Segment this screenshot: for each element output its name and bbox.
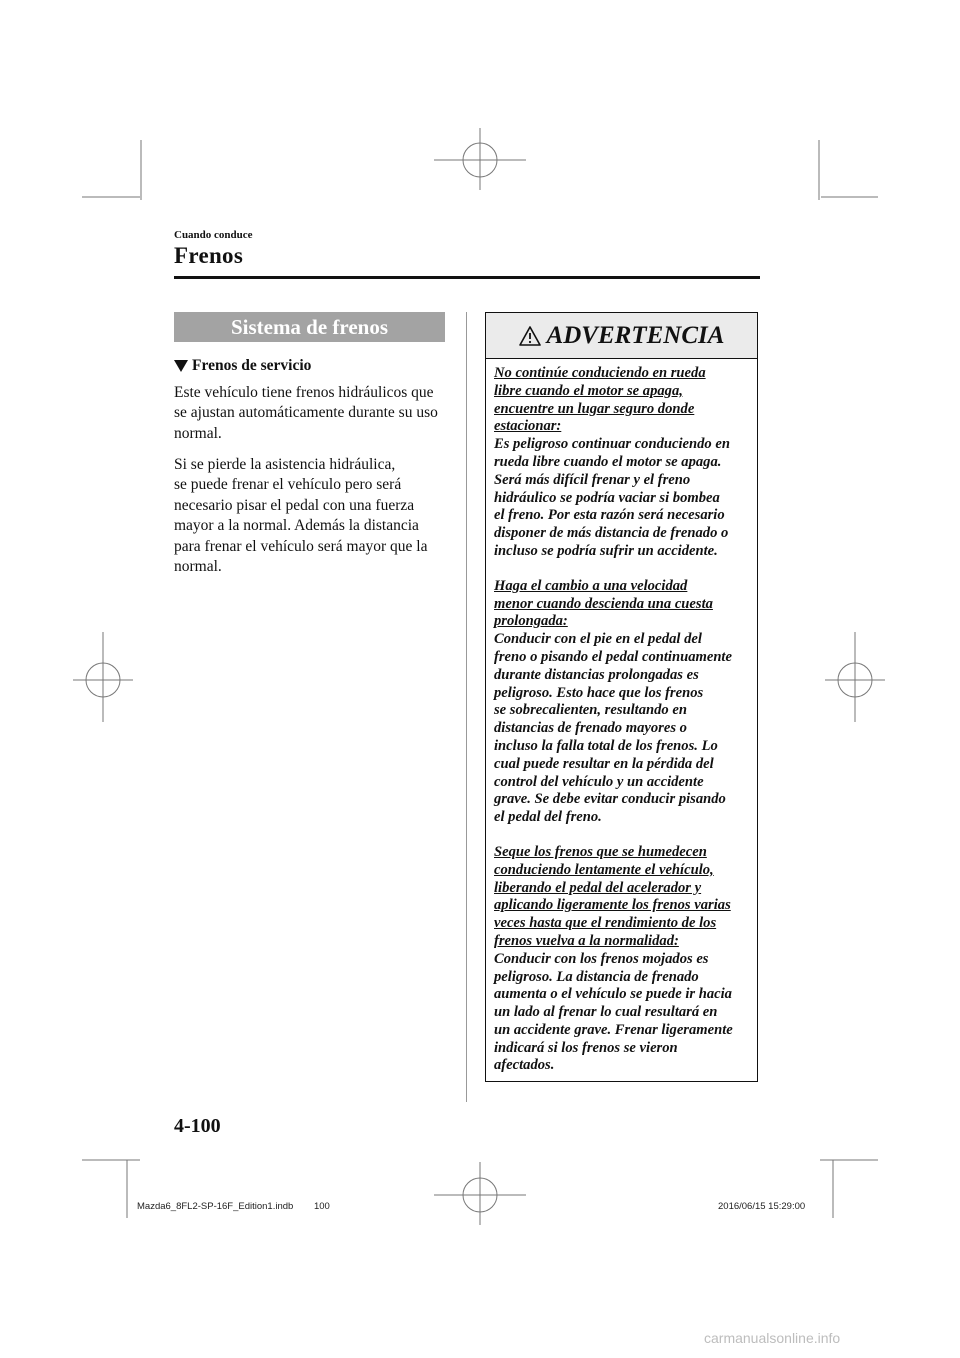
triangle-bullet-icon bbox=[174, 360, 188, 372]
text-line: disponer de más distancia de frenado o bbox=[494, 525, 729, 542]
footer-timestamp: 2016/06/15 15:29:00 bbox=[718, 1201, 806, 1212]
warning-title: ADVERTENCIA bbox=[546, 321, 725, 349]
text-line: hidráulico se podría vaciar si bombea bbox=[494, 489, 720, 506]
text-line: el pedal del freno. bbox=[494, 809, 602, 826]
text-line: se sobrecalienten, resultando en bbox=[494, 702, 687, 719]
text-line: conduciendo lentamente el vehículo, bbox=[494, 861, 714, 878]
print-footer bbox=[137, 1201, 330, 1212]
text-line: Conducir con el pie en el pedal del bbox=[494, 631, 702, 648]
watermark: carmanualsonline.info bbox=[704, 1330, 841, 1346]
text-line: Conducir con los frenos mojados es bbox=[494, 950, 709, 967]
text-line: menor cuando descienda una cuesta bbox=[494, 595, 713, 612]
text-line: grave. Se debe evitar conducir pisando bbox=[494, 791, 726, 808]
text-line: Si se pierde la asistencia hidráulica, bbox=[174, 456, 396, 473]
text-line: libre cuando el motor se apaga, bbox=[494, 382, 683, 399]
text-line: aplicando ligeramente los frenos varias bbox=[494, 897, 731, 914]
text-line: Es peligroso continuar conduciendo en bbox=[494, 436, 730, 453]
text-line: encuentre un lugar seguro donde bbox=[494, 400, 695, 417]
warning-body-2 bbox=[494, 631, 756, 827]
warning-header bbox=[486, 313, 757, 359]
text-line: Seque los frenos que se humedecen bbox=[494, 843, 707, 860]
text-line: Haga el cambio a una velocidad bbox=[494, 577, 688, 594]
section-label: Cuando conduce bbox=[174, 229, 253, 241]
text-line: aumenta o el vehículo se puede ir hacia bbox=[494, 986, 732, 1003]
body-paragraph-1 bbox=[174, 383, 446, 444]
text-line: incluso la falla total de los frenos. Lo bbox=[494, 737, 718, 754]
text-line: un accidente grave. Frenar ligeramente bbox=[494, 1021, 733, 1038]
text-line: veces hasta que el rendimiento de los bbox=[494, 915, 717, 932]
section-banner: Sistema de frenos bbox=[174, 312, 445, 342]
text-line: control del vehículo y un accidente bbox=[494, 773, 704, 790]
text-line: freno o pisando el pedal continuamente bbox=[494, 648, 732, 665]
page-number: 4-100 bbox=[174, 1115, 221, 1137]
text-line: Este vehículo tiene frenos hidráulicos que bbox=[174, 384, 434, 401]
text-line: necesario pisar el pedal con una fuerza bbox=[174, 496, 415, 514]
text-line: frenos vuelva a la normalidad: bbox=[494, 932, 679, 949]
text-line: se ajustan automáticamente durante su uso bbox=[174, 404, 438, 422]
warning-triangle-icon bbox=[519, 326, 541, 346]
warning-heading-1 bbox=[494, 365, 756, 436]
subheading-text: Frenos de servicio bbox=[192, 357, 312, 374]
warning-content bbox=[494, 365, 756, 1075]
text-line: incluso se podría sufrir un accidente. bbox=[494, 542, 718, 559]
warning-heading-2 bbox=[494, 578, 756, 631]
text-line: cual puede resultar en la pérdida del bbox=[494, 755, 714, 772]
footer-file-name: Mazda6_8FL2-SP-16F_Edition1.indb bbox=[137, 1201, 294, 1212]
text-line: un lado al frenar lo cual resultará en bbox=[494, 1004, 718, 1021]
chapter-title: Frenos bbox=[174, 243, 244, 268]
text-line: peligroso. Esto hace que los frenos bbox=[494, 684, 704, 701]
warning-heading-3 bbox=[494, 844, 756, 951]
text-line: el freno. Por esta razón será necesario bbox=[494, 507, 725, 524]
text-line: distancias de frenado mayores o bbox=[494, 720, 687, 737]
text-line: rueda libre cuando el motor se apaga. bbox=[494, 453, 722, 470]
text-line: normal. bbox=[174, 558, 222, 576]
text-line: Será más difícil frenar y el freno bbox=[494, 471, 691, 488]
text-line: mayor a la normal. Además la distancia bbox=[174, 517, 419, 535]
text-line: para frenar el vehículo será mayor que la bbox=[174, 537, 428, 555]
text-line: estacionar: bbox=[494, 418, 562, 435]
text-line: normal. bbox=[174, 424, 222, 442]
text-line: indicará si los frenos se vieron bbox=[494, 1039, 678, 1056]
text-line: durante distancias prolongadas es bbox=[494, 666, 699, 683]
subheading bbox=[174, 357, 311, 375]
text-line: prolongada: bbox=[494, 613, 568, 630]
body-paragraph-2 bbox=[174, 455, 446, 577]
column-divider bbox=[466, 312, 467, 1102]
warning-body-3 bbox=[494, 951, 756, 1076]
text-line: afectados. bbox=[494, 1057, 555, 1074]
footer-file-page: 100 bbox=[313, 1201, 330, 1212]
text-line: se puede frenar el vehículo pero será bbox=[174, 476, 402, 494]
warning-box bbox=[485, 312, 758, 1082]
text-line: peligroso. La distancia de frenado bbox=[494, 968, 699, 985]
warning-body-1 bbox=[494, 436, 756, 561]
text-line: liberando el pedal del acelerador y bbox=[494, 879, 702, 896]
text-line: No continúe conduciendo en rueda bbox=[494, 365, 706, 381]
header-rule bbox=[174, 276, 760, 279]
